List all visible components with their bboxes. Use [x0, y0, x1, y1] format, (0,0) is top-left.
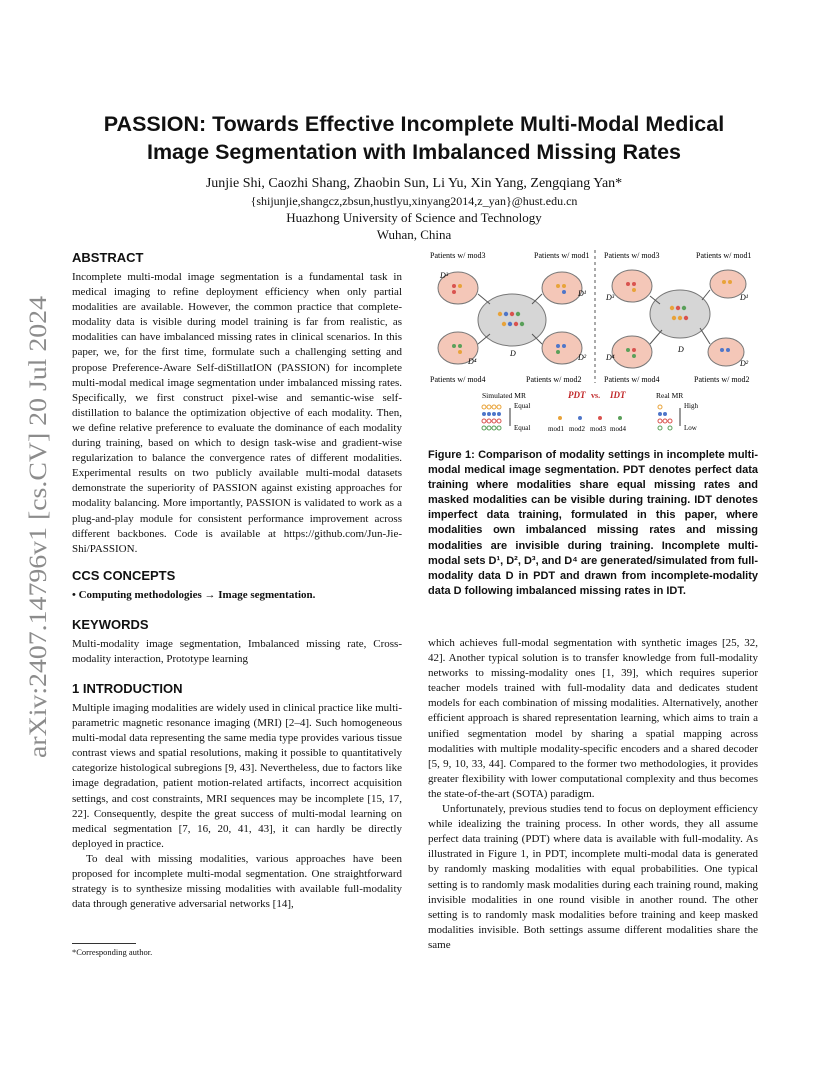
label-d4: D⁴	[468, 357, 477, 366]
label-d1: D¹	[578, 289, 587, 298]
ccs-heading: CCS CONCEPTS	[72, 567, 176, 583]
idt-label: IDT	[610, 390, 626, 400]
figure-1	[428, 248, 758, 438]
label-bl-right: Patients w/ mod4	[604, 375, 660, 384]
label-d3: D³	[440, 271, 449, 280]
arrow-d3	[478, 294, 490, 304]
intro-heading: 1 INTRODUCTION	[72, 680, 183, 696]
ccs-item: • Computing methodologies → Image segmentation.	[72, 588, 316, 601]
legend-mod4: mod4	[610, 425, 626, 433]
label-d-center: D	[510, 349, 516, 358]
label-d2-right: D²	[740, 359, 749, 368]
legend-mod1: mod1	[548, 425, 564, 433]
arxiv-stamp	[14, 292, 58, 762]
label-d3-right: D³	[606, 293, 615, 302]
keywords-heading: KEYWORDS	[72, 616, 149, 632]
modality-legend	[548, 416, 626, 433]
legend-mod3: mod3	[590, 425, 606, 433]
intro-paragraph-2: To deal with missing modalities, various approaches have been proposed for incomplete multi-modal segmentation. One straightforward strategy is to synthesize missing modalities with available full-modality data through generative adversarial networks [14],	[72, 852, 402, 911]
label-tl-right: Patients w/ mod3	[604, 251, 660, 260]
label-d-center-right: D	[678, 345, 684, 354]
label-d1-right: D¹	[740, 293, 749, 302]
label-tr-right: Patients w/ mod1	[696, 251, 752, 260]
equal-bottom: Equal	[514, 424, 531, 432]
subset-blob-d2	[542, 332, 582, 364]
intro-paragraph-3: which achieves full-modal segmentation with synthetic images [25, 32, 42]. Another typical solution is to transfer knowledge from full-modality networks to missing-modality ones [1, 39], which requires superior teacher models trained with full-modality data and dedicates student models for each combination of missing modalities. Alternatively, another efficient approach is shared representation learning, which aims to train a unified segmentation model by sharing a spatial mapping across modalities with multiple modality-specific encoders and a shared decoder [5, 9, 10, 33, 44]. Compared to the former two methodologies, it provides greater flexibility with lower computational complexity and thus becomes the state-of-the-art (SOTA) paradigm.	[428, 637, 758, 800]
footnote-rule	[72, 943, 136, 944]
arxiv-stamp-text: arXiv:2407.14796v1 [cs.CV] 20 Jul 2024	[25, 342, 52, 758]
footnote: *Corresponding author.	[72, 947, 153, 957]
sim-mr-legend	[482, 405, 510, 430]
author-list: Junjie Shi, Caozhi Shang, Zhaobin Sun, Li Yu, Xin Yang, Zengqiang Yan*	[205, 176, 623, 191]
paper-title: PASSION: Towards Effective Incomplete Multi-Modal Medical Image Segmentation with Imbalanced Missing Rates	[103, 112, 725, 164]
legend-mod2: mod2	[569, 425, 585, 433]
real-mr-legend	[658, 405, 680, 430]
intro-paragraph-1: Multiple imaging modalities are widely used in clinical practice like multi-parametric magnetic resonance imaging (MRI) [2–4]. Such homogeneous multi-modal data representing the same media type provides various tissue contrast views and spatial resolutions, making it possible to quantitatively categorize histological subregions [9, 43]. Nevertheless, due to factors like image degradation, patient motion-related artifacts, incorrect acquisition settings, and cost constraints, MRI sequences may be incomplete [15, 17, 22]. Consequently, despite the great success of multi-modal learning on medical segmentation [7, 16, 20, 41, 43], it can hardly be directly deployed in practice.	[72, 701, 402, 850]
label-bl-left: Patients w/ mod4	[430, 375, 486, 384]
left-column	[72, 250, 402, 912]
idt-panel	[605, 270, 749, 368]
abstract-text: Incomplete multi-modal image segmentation is a fundamental task in medical imaging to refine deployment efficiency when only partial modalities are available. However, the common practice that complete-modality data is visible during model training is far from realistic, as modalities can have imbalanced missing rates in clinical scenarios. In this paper, we, for the first time, formulate such a challenging setting and propose Preference-Aware Self-diStillatION (PASSION) for incomplete multi-modal medical image segmentation under imbalanced missing rates. Specifically, we first construct pixel-wise and semantic-wise self-distillation to balance the optimization objective of each modality. Then, we define relative preference to evaluate the dominance of each modality during training, based on which to design task-wise and gradient-wise regularization to balance the convergence rates of different modalities. Experimental results on two publicly available multi-modal datasets demonstrate the superiority of PASSION against existing approaches for modality balancing. More importantly, PASSION is validated to work as a plug-and-play module for consistent performance improvement across different backbones. Code is available at https://github.com/Jun-Jie-Shi/PASSION.	[72, 271, 402, 555]
pdt-panel	[438, 271, 587, 366]
high-label: High	[684, 402, 698, 410]
location: Wuhan, China	[376, 227, 452, 242]
keywords-text: Multi-modality image segmentation, Imbalanced missing rate, Cross-modality interaction, Prototype learning	[72, 637, 402, 665]
author-emails: {shijunjie,shangcz,zbsun,hustlyu,xinyang2014,z_yan}@hust.edu.cn	[250, 194, 578, 208]
institution: Huazhong University of Science and Technology	[286, 210, 542, 225]
label-tr-left: Patients w/ mod1	[534, 251, 590, 260]
abstract-heading: ABSTRACT	[72, 250, 144, 265]
low-label: Low	[684, 424, 697, 432]
figure-1-caption: Figure 1: Comparison of modality settings in incomplete multi-modal medical image segmentation. PDT denotes perfect data training where modalities share equal missing rates and masked modalities can be visible during training. IDT denotes imperfect data training, formulated in this paper, where modalities own imbalanced missing rates and missing modalities are invisible during training. Incomplete multi-modal sets D¹, D², D³, and D⁴ are generated/simulated from full-modality data D in PDT and drawn from incomplete-modality data D following imbalanced missing rates in IDT.	[428, 449, 758, 597]
real-mr-label: Real MR	[656, 391, 684, 400]
equal-top: Equal	[514, 402, 531, 410]
label-br-right: Patients w/ mod2	[694, 375, 750, 384]
sim-mr-label: Simulated MR	[482, 391, 526, 400]
right-column	[428, 636, 758, 953]
pdt-label: PDT	[568, 390, 586, 400]
label-d2: D²	[578, 353, 587, 362]
subset-blob-d1	[542, 272, 582, 304]
incomplete-data-cloud	[650, 290, 710, 338]
label-tl-left: Patients w/ mod3	[430, 251, 486, 260]
vs-label: vs.	[591, 391, 601, 400]
label-br-left: Patients w/ mod2	[526, 375, 582, 384]
intro-paragraph-4: Unfortunately, previous studies tend to focus on deployment efficiency while idealizing the training process. In other words, they all assume perfect data training (PDT) where data is available with full-modality. As illustrated in Figure 1, in PDT, incomplete multi-modal data is generated by randomly masking modalities with equal probabilities. One typical setting is to randomly mask modalities during each training round, making invisible modalities in one round visible in another round. The other setting is to randomly mask modalities before training and keep masked modalities invisible. Both settings assume different modalities share the same	[428, 803, 758, 951]
label-d4-right: D⁴	[606, 353, 615, 362]
